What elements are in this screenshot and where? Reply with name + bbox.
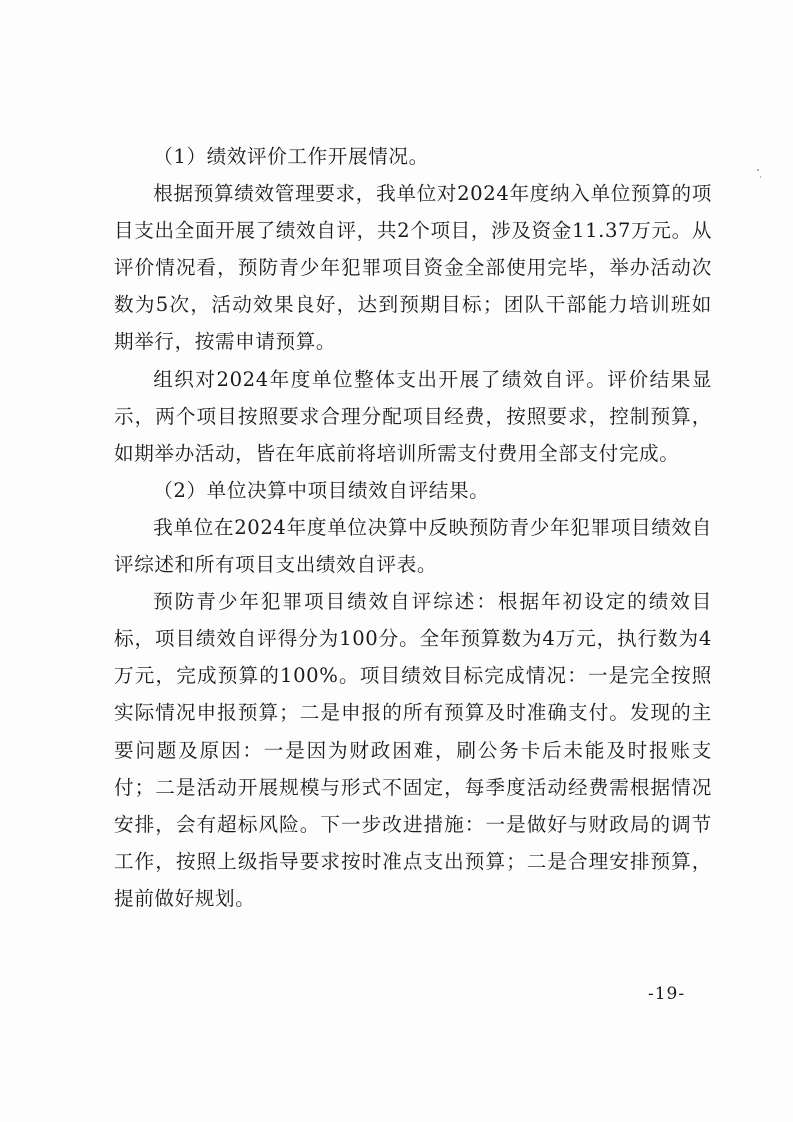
scan-speck — [760, 176, 761, 178]
scan-speck — [757, 169, 759, 171]
paragraph-evaluation-overview: 根据预算绩效管理要求，我单位对2024年度纳入单位预算的项目支出全面开展了绩效自评，共2个项目，涉及资金11.37万元。从评价情况看，预防青少年犯罪项目资金全部使用完毕，举办活动次数为5次，活动效果良好，达到预期目标；团队干部能力培训班如期举行，按需申请预算。 — [114, 182, 712, 354]
section-heading-performance-evaluation: （1）绩效评价工作开展情况。 — [153, 145, 429, 168]
paragraph-final-accounts: 我单位在2024年度单位决算中反映预防青少年犯罪项目绩效自评综述和所有项目支出绩效自评表。 — [114, 515, 712, 577]
paragraph-overall-expenditure: 组织对2024年度单位整体支出开展了绩效自评。评价结果显示，两个项目按照要求合理分配项目经费，按照要求，控制预算，如期举办活动，皆在年底前将培训所需支付费用全部支付完成。 — [114, 367, 712, 465]
section-heading-self-evaluation-results: （2）单位决算中项目绩效自评结果。 — [153, 478, 490, 502]
paragraph-project-summary: 预防青少年犯罪项目绩效自评综述：根据年初设定的绩效目标，项目绩效自评得分为100分。全年预算数为4万元，执行数为4万元，完成预算的100%。项目绩效目标完成情况：一是完全按照实际情况申报预算；二是申报的所有预算及时准确支付。发现的主要问题及原因：一是因为财政困难，刷公务卡后未能及时报账支付；二是活动开展规模与形式不固定，每季度活动经费需根据情况安排，会有超标风险。下一步改进措施：一是做好与财政局的调节工作，按照上级指导要求按时准点支出预算；二是合理安排预算，提前做好规划。 — [114, 590, 712, 910]
document-body — [114, 138, 712, 917]
page-number: -19- — [648, 984, 686, 1004]
